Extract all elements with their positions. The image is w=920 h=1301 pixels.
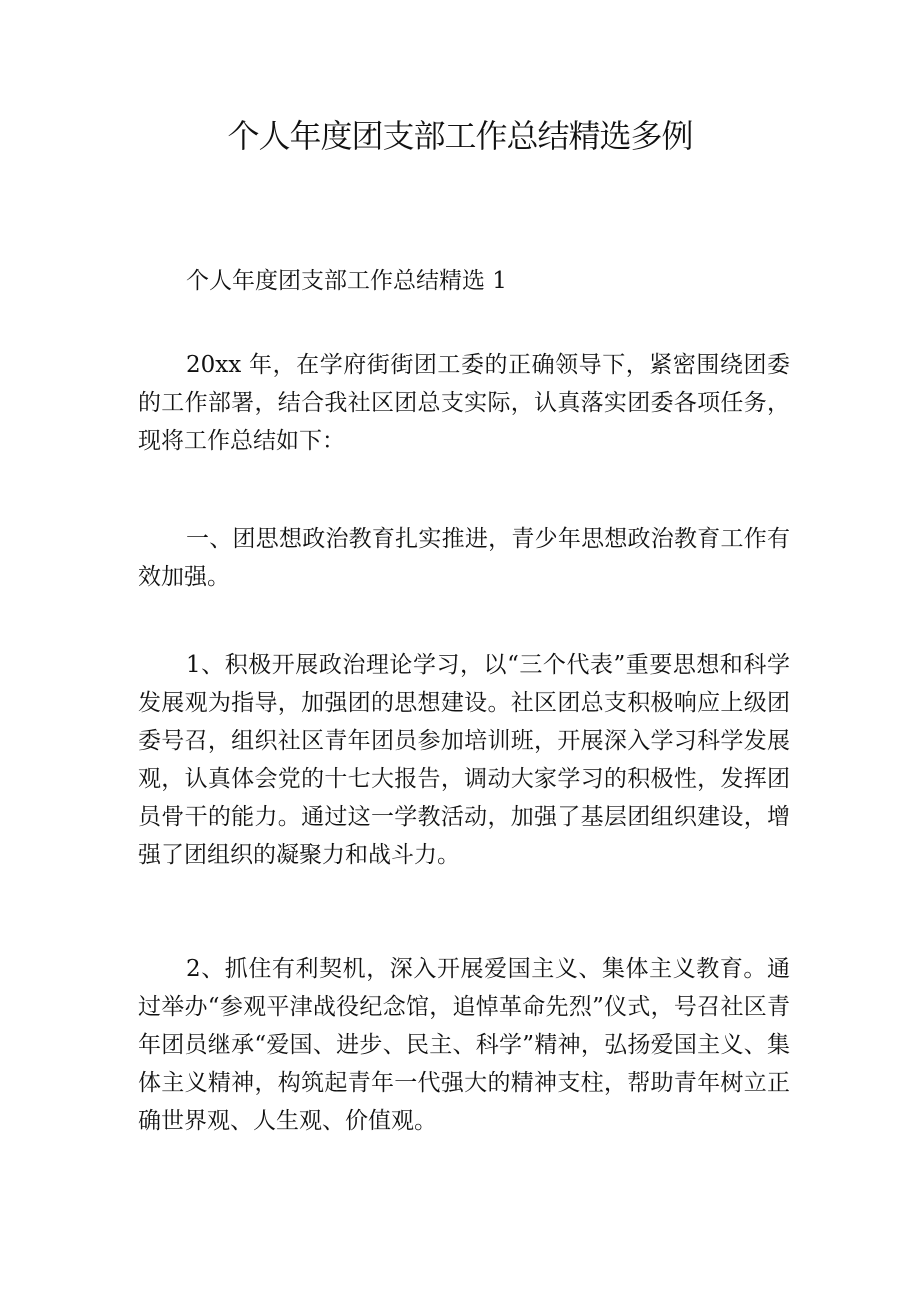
document-title: 个人年度团支部工作总结精选多例 <box>227 117 693 155</box>
paragraph-section-one: 一、团思想政治教育扎实推进，青少年思想政治教育工作有效加强。 <box>138 526 790 590</box>
paragraph-item-one: 1、积极开展政治理论学习，以“三个代表”重要思想和科学发展观为指导，加强团的思想建设。社区团总支积极响应上级团委号召，组织社区青年团员参加培训班，开展深入学习科学发展观，认真体会党的十七大报告，调动大家学习的积极性，发挥团员骨干的能力。通过这一学教活动，加强了基层团组织建设，增强了团组织的凝聚力和战斗力。 <box>138 652 790 868</box>
paragraph-intro: 20xx 年，在学府街街团工委的正确领导下，紧密围绕团委的工作部署，结合我社区团总支实际，认真落实团委各项任务，现将工作总结如下： <box>138 352 790 454</box>
paragraph-item-two: 2、抓住有利契机，深入开展爱国主义、集体主义教育。通过举办“参观平津战役纪念馆，追悼革命先烈”仪式，号召社区青年团员继承“爱国、进步、民主、科学”精神，弘扬爱国主义、集体主义精神，构筑起青年一代强大的精神支柱，帮助青年树立正确世界观、人生观、价值观。 <box>138 956 790 1134</box>
section-heading: 个人年度团支部工作总结精选 1 <box>186 268 507 294</box>
